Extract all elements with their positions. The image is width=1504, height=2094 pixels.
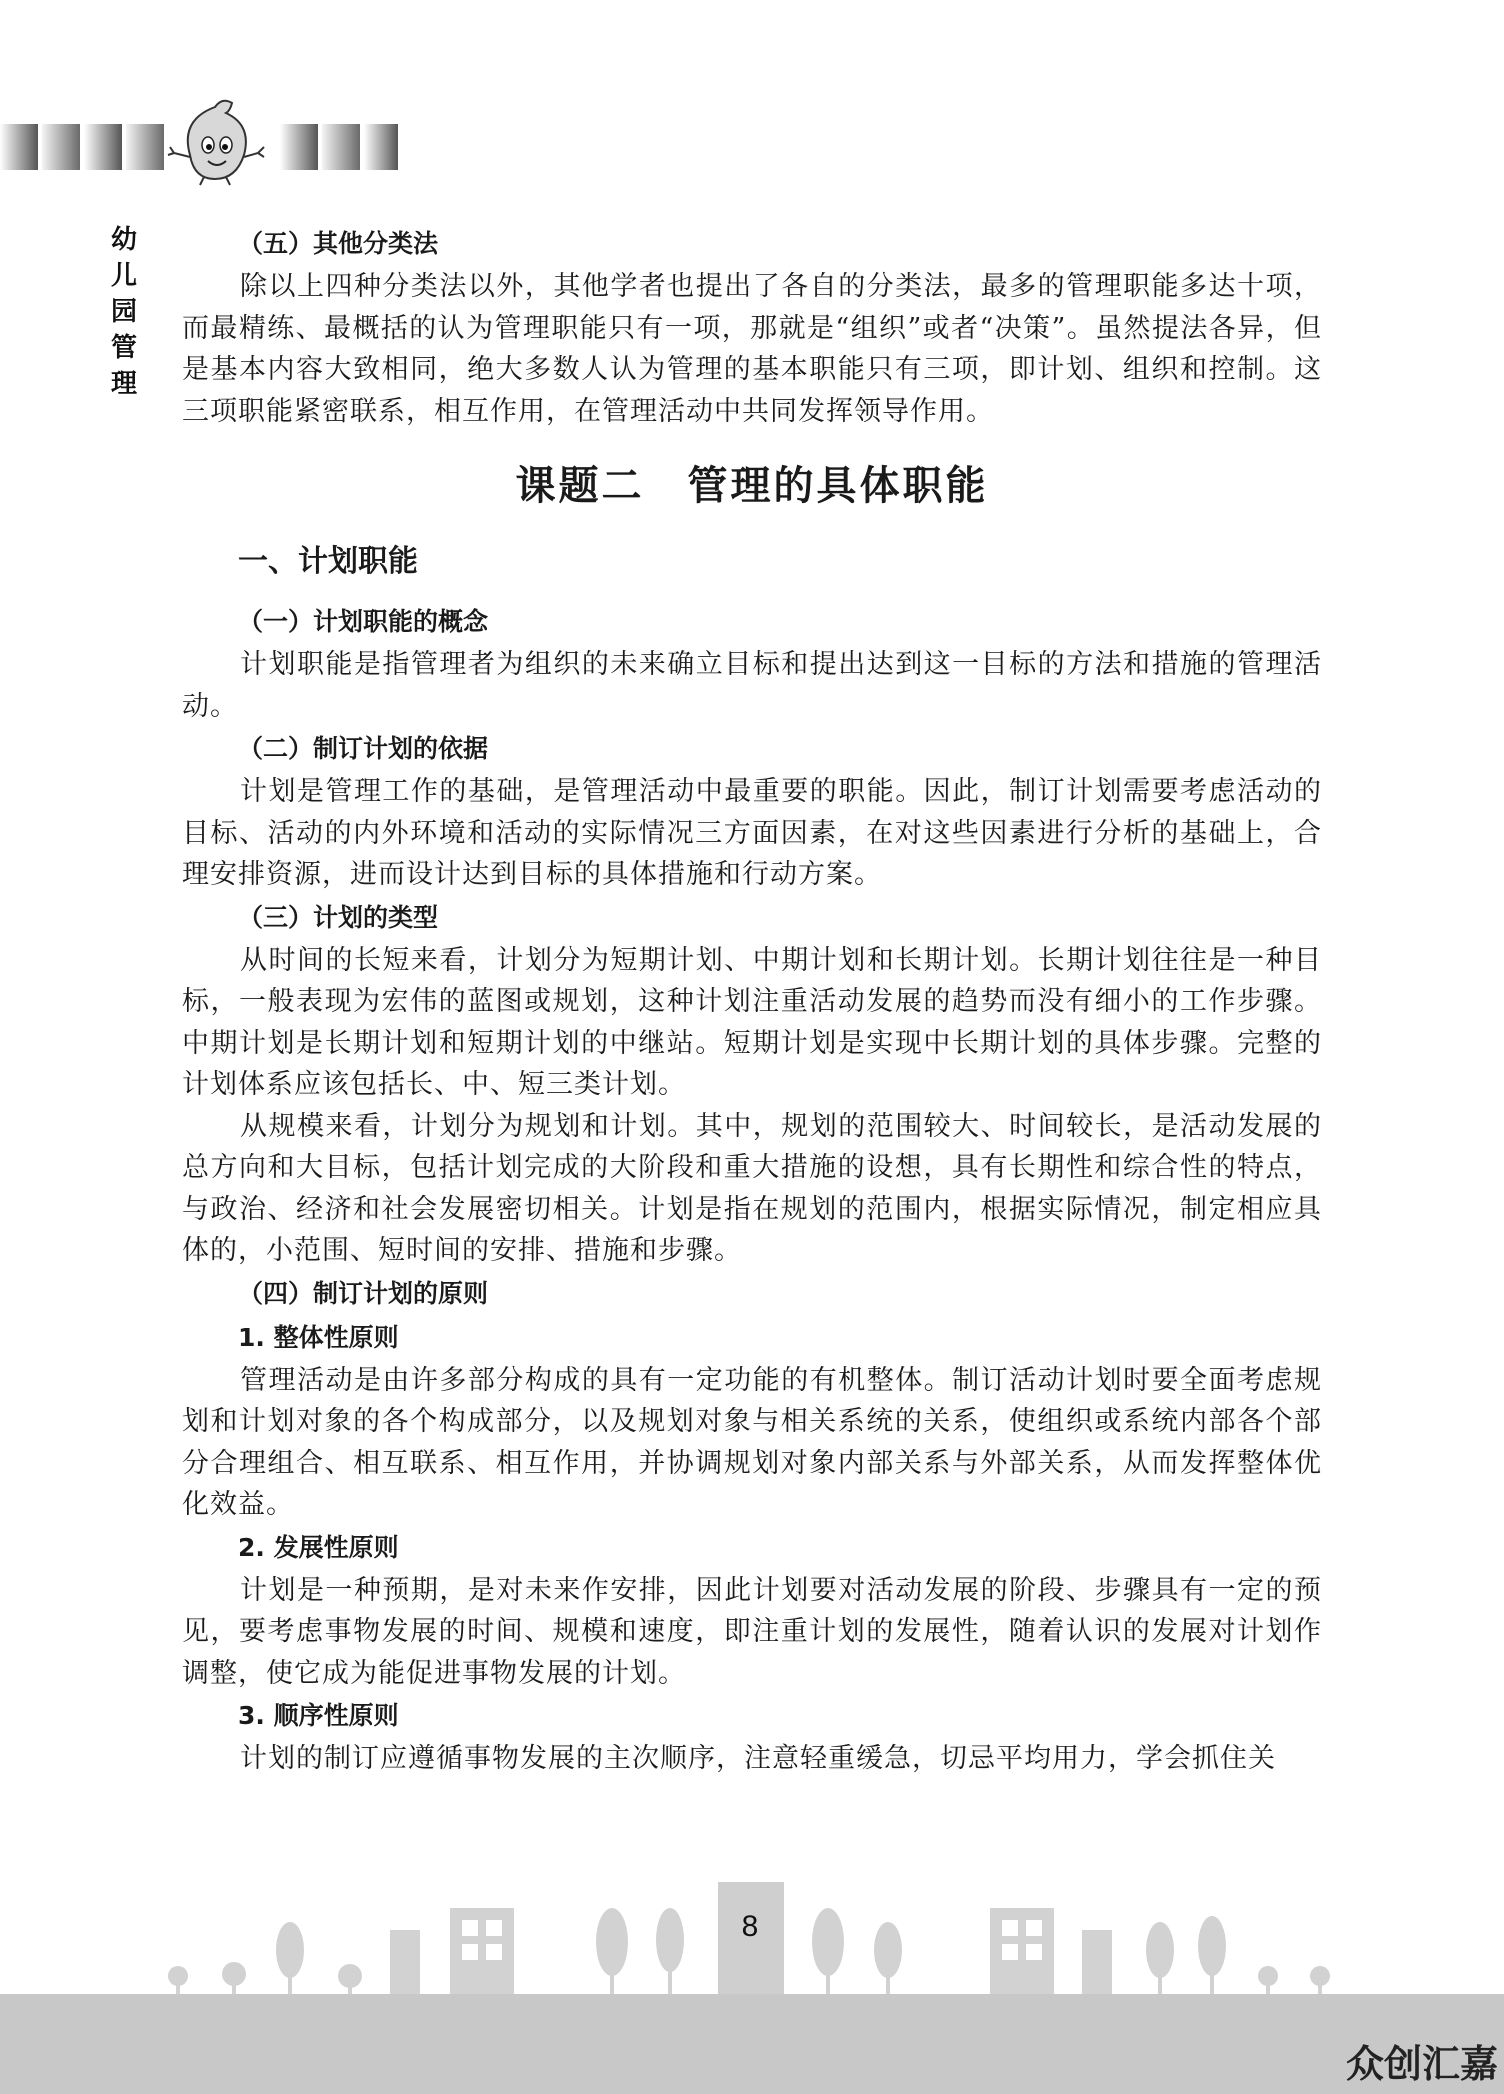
section-heading: （一）计划职能的概念 <box>238 607 489 636</box>
side-title-char: 园 <box>110 297 137 327</box>
paragraph: 计划职能是指管理者为组织的未来确立目标和提出达到这一目标的方法和措施的管理活动。 <box>182 649 1322 722</box>
paragraph: 从时间的长短来看，计划分为短期计划、中期计划和长期计划。长期计划往往是一种目标，一般表现为宏伟的蓝图或规划，这种计划注重活动发展的趋势而没有细小的工作步骤。中期计划是长期计划和短期计划的中继站。短期计划是实现中长期计划的具体步骤。完整的计划体系应该包括长、中、短三类计划。 <box>182 944 1322 1100</box>
section-heading: 3. 顺序性原则 <box>238 1701 399 1730</box>
paragraph: 计划是管理工作的基础，是管理活动中最重要的职能。因此，制订计划需要考虑活动的目标、活动的内外环境和活动的实际情况三方面因素，在对这些因素进行分析的基础上，合理安排资源，进而设计达到目标的具体措施和行动方案。 <box>182 776 1322 890</box>
paragraph: 管理活动是由许多部分构成的具有一定功能的有机整体。制订活动计划时要全面考虑规划和计划对象的各个构成部分，以及规划对象与相关系统的关系，使组织或系统内部各个部分合理组合、相互联系、相互作用，并协调规划对象内部关系与外部关系，从而发挥整体优化效益。 <box>182 1364 1322 1520</box>
mascot-icon <box>160 95 270 187</box>
paragraph: 除以上四种分类法以外，其他学者也提出了各自的分类法，最多的管理职能多达十项，而最精练、最概括的认为管理职能只有一项，那就是“组织”或者“决策”。虽然提法各异，但是基本内容大致相同，绝大多数人认为管理的基本职能只有三项，即计划、组织和控制。这三项职能紧密联系，相互作用，在管理活动中共同发挥领导作用。 <box>182 271 1322 427</box>
section-heading: 1. 整体性原则 <box>238 1322 399 1352</box>
side-title-char: 儿 <box>110 261 137 291</box>
paragraph: 计划的制订应遵循事物发展的主次顺序，注意轻重缓急，切忌平均用力，学会抓住关 <box>240 1743 1276 1774</box>
chapter-title: 课题二 管理的具体职能 <box>515 463 989 509</box>
section-heading: （五）其他分类法 <box>238 229 439 258</box>
side-title-char: 理 <box>110 369 137 399</box>
content-blocks <box>182 600 1322 1780</box>
page-number: 8 <box>741 1910 759 1943</box>
paragraph: 从规模来看，计划分为规划和计划。其中，规划的范围较大、时间较长，是活动发展的总方向和大目标，包括计划完成的大阶段和重大措施的设想，具有长期性和综合性的特点，与政治、经济和社会发展密切相关。计划是指在规划的范围内，根据实际情况，制定相应具体的，小范围、短时间的安排、措施和步骤。 <box>182 1110 1322 1266</box>
footer-skyline <box>0 1870 1504 2094</box>
side-title-char: 管 <box>110 333 137 363</box>
section-heading: （三）计划的类型 <box>238 902 439 932</box>
side-book-title <box>104 222 144 402</box>
section-heading: （二）制订计划的依据 <box>238 734 489 763</box>
section-heading: 2. 发展性原则 <box>238 1532 399 1562</box>
watermark-logo: 众创汇嘉 <box>1345 2042 1498 2086</box>
side-title-char: 幼 <box>110 225 137 255</box>
page-content <box>182 222 1322 1780</box>
paragraph: 计划是一种预期，是对未来作安排，因此计划要对活动发展的阶段、步骤具有一定的预见，要考虑事物发展的时间、规模和速度，即注重计划的发展性，随着认识的发展对计划作调整，使它成为能促进事物发展的计划。 <box>182 1574 1322 1689</box>
section-title: 一、计划职能 <box>238 544 418 579</box>
section-heading: （四）制订计划的原则 <box>238 1278 489 1308</box>
